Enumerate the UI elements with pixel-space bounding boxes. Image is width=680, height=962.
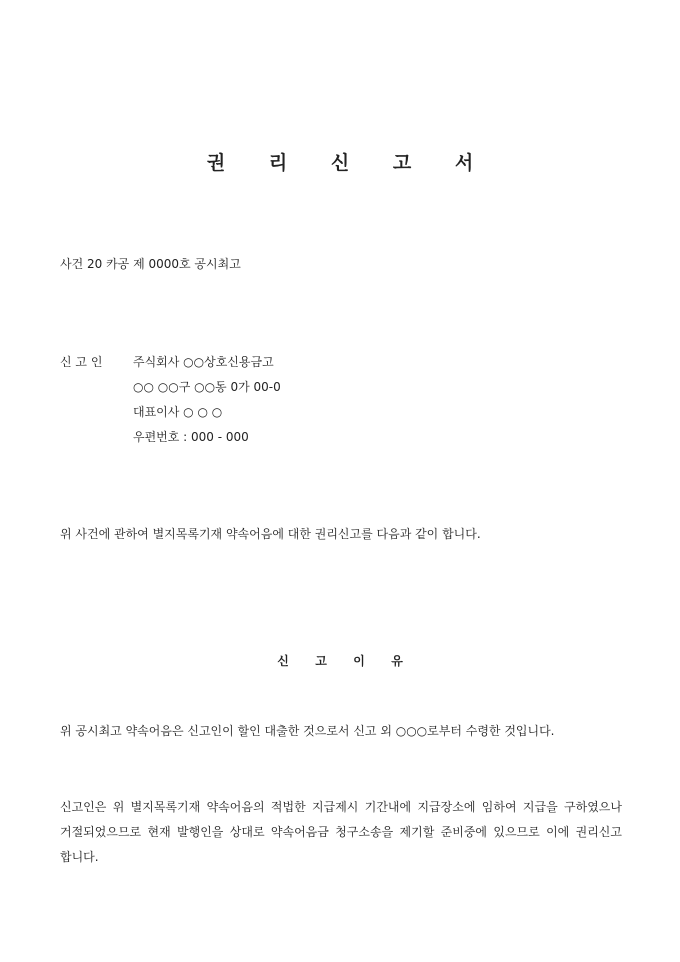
reason-paragraph: 신고인은 위 별지목록기재 약속어음의 적법한 지급제시 기간내에 지급장소에 임하여 지급을 구하였으나 거절되었으므로 현재 발행인을 상대로 약속어음금 청구소송을 제기할 준비중에 있으므로 이에 권리신고 합니다. [60, 800, 622, 864]
reporter-postal-code: 우편번호 : 000 - 000 [133, 430, 249, 444]
title-char: 권 [206, 152, 226, 174]
case-number-line: 사건 20 카공 제 0000호 공시최고 [60, 257, 241, 271]
reason-paragraph: 위 공시최고 약속어음은 신고인이 할인 대출한 것으로서 신고 외 ○○○로부터 수령한 것입니다. [60, 724, 555, 738]
reporter-representative: 대표이사 ○ ○ ○ [133, 405, 223, 419]
document-title [0, 148, 680, 175]
reason-heading-char: 신 [277, 654, 289, 668]
title-char: 신 [330, 152, 350, 174]
reporter-company: 주식회사 ○○상호신용금고 [133, 355, 274, 369]
reporter-address: ○○ ○○구 ○○동 0가 00-0 [133, 380, 281, 394]
reason-heading-char: 이 [353, 654, 365, 668]
reason-heading [0, 652, 680, 669]
title-char: 리 [268, 152, 288, 174]
title-char: 서 [454, 152, 474, 174]
reporter-label: 신 고 인 [60, 355, 103, 369]
title-char: 고 [392, 152, 412, 174]
reason-heading-char: 고 [315, 654, 327, 668]
intro-statement: 위 사건에 관하여 별지목록기재 약속어음에 대한 권리신고를 다음과 같이 합니다. [60, 527, 481, 541]
reason-heading-char: 유 [391, 654, 403, 668]
